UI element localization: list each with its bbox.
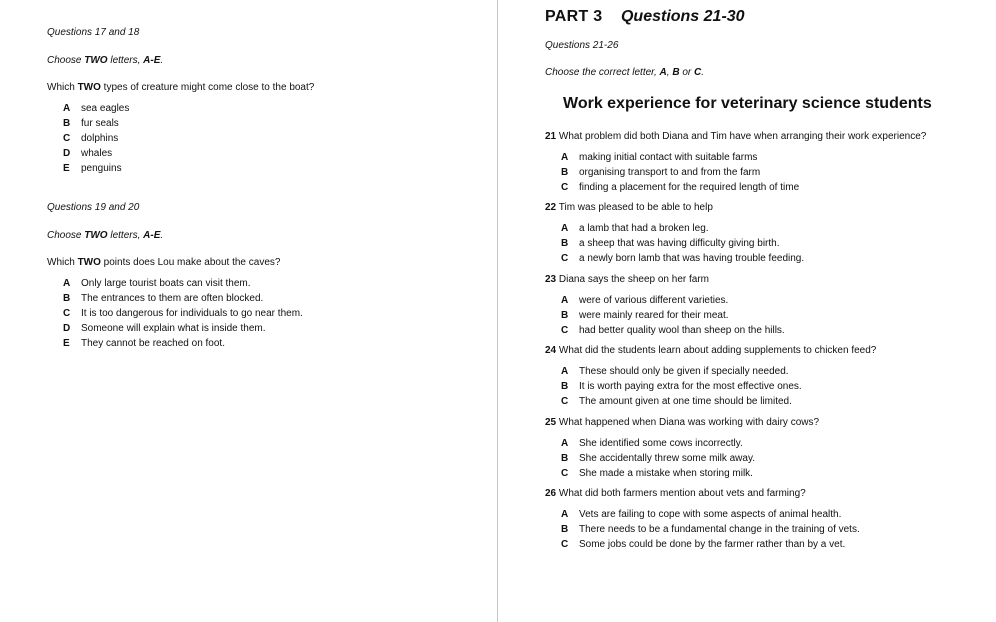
q22-option-c: C a newly born lamb that was having trouble feeding. — [561, 253, 805, 264]
q23-option-b: B were mainly reared for their meat. — [561, 310, 729, 321]
q19-option-d: D Someone will explain what is inside them. — [63, 323, 266, 334]
q21-option-b: B organising transport to and from the farm — [561, 167, 761, 178]
q17-18-stem: Which TWO types of creature might come close to the boat? — [47, 82, 315, 93]
q23-option-c: C had better quality wool than sheep on the hills. — [561, 325, 785, 336]
q21-26-instruction: Choose the correct letter, A, B or C. — [545, 67, 705, 78]
q24-option-b: B It is worth paying extra for the most effective ones. — [561, 381, 802, 392]
part-header — [545, 8, 745, 26]
q19-20-label: Questions 19 and 20 — [47, 202, 140, 213]
section-heading: Work experience for veterinary science students — [563, 95, 932, 112]
q19-option-c: C It is too dangerous for individuals to go near them. — [63, 308, 303, 319]
q24-option-c: C The amount given at one time should be limited. — [561, 396, 792, 407]
question-26: 26 What did both farmers mention about vets and farming? — [545, 488, 806, 499]
question-21: 21 What problem did both Diana and Tim have when arranging their work experience? — [545, 131, 927, 142]
q19-20-stem: Which TWO points does Lou make about the caves? — [47, 257, 281, 268]
q19-option-b: B The entrances to them are often blocked. — [63, 293, 264, 304]
question-25: 25 What happened when Diana was working with dairy cows? — [545, 417, 820, 428]
q22-option-b: B a sheep that was having difficulty giving birth. — [561, 238, 780, 249]
q19-20-instruction: Choose TWO letters, A-E. — [47, 230, 164, 241]
q19-option-e: E They cannot be reached on foot. — [63, 338, 225, 349]
q17-option-d: D whales — [63, 148, 113, 159]
part-title: Questions 21-30 — [620, 8, 745, 25]
q17-18-instruction: Choose TWO letters, A-E. — [47, 55, 164, 66]
q25-option-a: A She identified some cows incorrectly. — [561, 438, 743, 449]
q17-option-c: C dolphins — [63, 133, 119, 144]
q22-option-a: A a lamb that had a broken leg. — [561, 223, 709, 234]
question-23: 23 Diana says the sheep on her farm — [545, 274, 709, 285]
question-22: 22 Tim was pleased to be able to help — [545, 202, 713, 213]
q17-option-a: A sea eagles — [63, 103, 130, 114]
q25-option-b: B She accidentally threw some milk away. — [561, 453, 755, 464]
part-number: PART 3 — [545, 8, 603, 25]
q24-option-a: A These should only be given if specially needed. — [561, 366, 789, 377]
question-24: 24 What did the students learn about adding supplements to chicken feed? — [545, 345, 877, 356]
q17-18-label: Questions 17 and 18 — [47, 27, 140, 38]
page-divider — [497, 0, 498, 622]
q26-option-c: C Some jobs could be done by the farmer rather than by a vet. — [561, 539, 846, 550]
q17-option-b: B fur seals — [63, 118, 119, 129]
q23-option-a: A were of various different varieties. — [561, 295, 729, 306]
q17-option-e: E penguins — [63, 163, 122, 174]
q25-option-c: C She made a mistake when storing milk. — [561, 468, 753, 479]
q21-option-a: A making initial contact with suitable farms — [561, 152, 758, 163]
q26-option-b: B There needs to be a fundamental change in the training of vets. — [561, 524, 860, 535]
q26-option-a: A Vets are failing to cope with some aspects of animal health. — [561, 509, 842, 520]
q21-option-c: C finding a placement for the required length of time — [561, 182, 800, 193]
q19-option-a: A Only large tourist boats can visit them. — [63, 278, 251, 289]
q21-26-label: Questions 21-26 — [545, 40, 619, 51]
